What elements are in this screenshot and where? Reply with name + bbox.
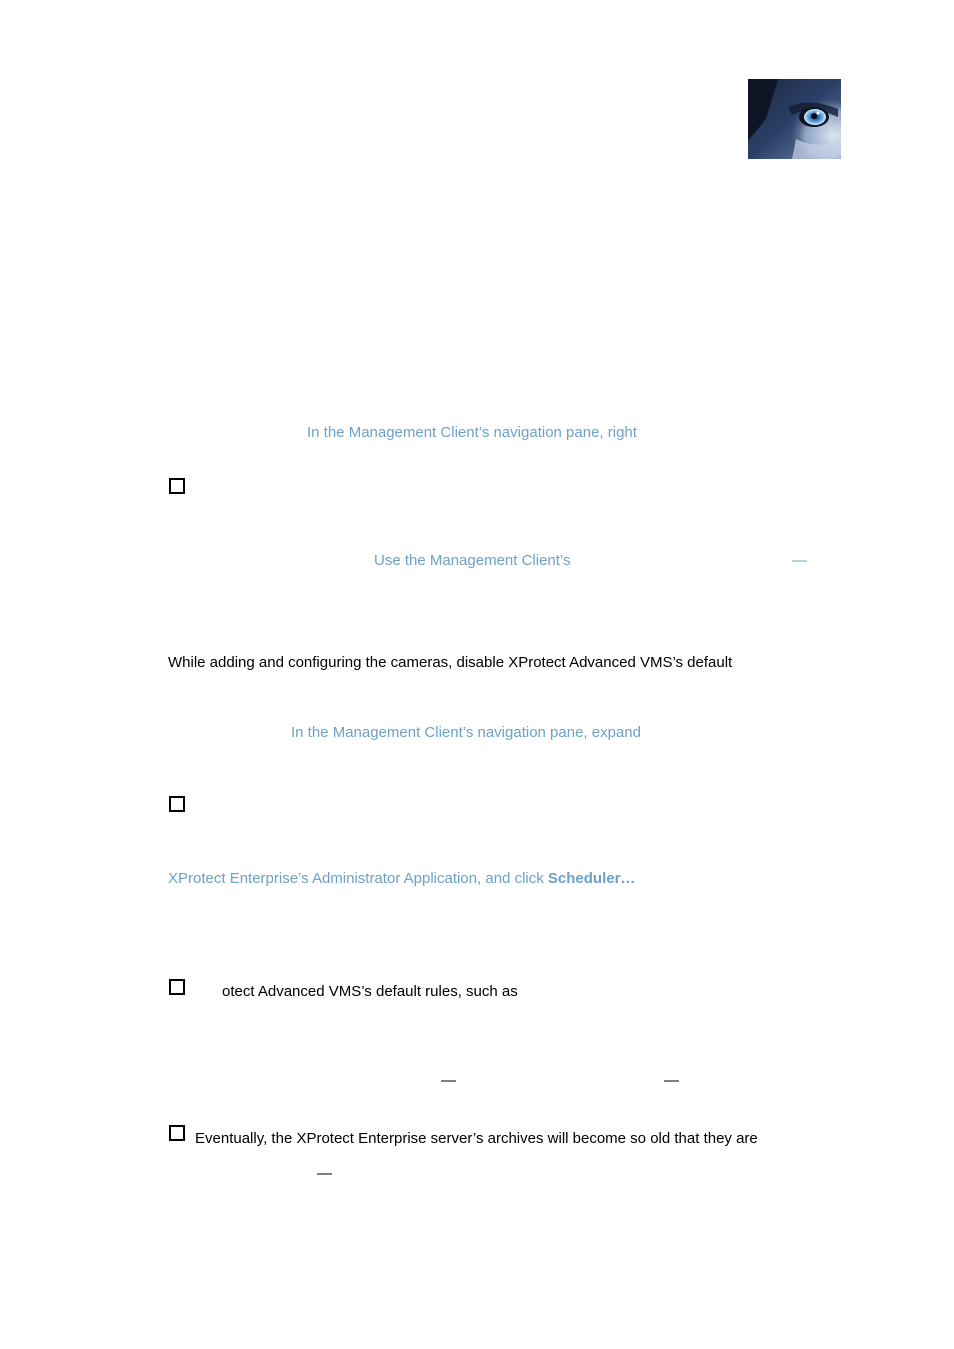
checklist-checkbox-3[interactable] [169,979,185,995]
instruction-line-nav-pane-expand: In the Management Client’s navigation pane, expand [291,724,641,741]
paragraph-archives-old: Eventually, the XProtect Enterprise server’s archives will become so old that they are [195,1130,758,1147]
em-dash-line2: — [792,552,807,569]
checklist-checkbox-2[interactable] [169,796,185,812]
checklist-checkbox-4[interactable] [169,1125,185,1141]
em-dash-a: — [441,1072,456,1089]
instruction-line-use-management-client: Use the Management Client’s [374,552,571,569]
paragraph-disable-default-rules: While adding and configuring the cameras, disable XProtect Advanced VMS’s default [168,654,733,671]
paragraph-default-rules: otect Advanced VMS’s default rules, such as [222,983,518,1000]
wolf-eye-logo-graphic [748,79,841,159]
scheduler-link[interactable]: Scheduler… [547,870,636,887]
em-dash-b: — [664,1072,679,1089]
scheduler-prefix: XProtect Enterprise’s Administrator Application, and click [168,870,548,887]
wolf-eye-logo [748,79,841,159]
checklist-checkbox-1[interactable] [169,478,185,494]
instruction-line-nav-pane-right: In the Management Client’s navigation pane, right [307,424,637,441]
instruction-line-scheduler [168,870,635,888]
em-dash-c: — [317,1165,332,1182]
